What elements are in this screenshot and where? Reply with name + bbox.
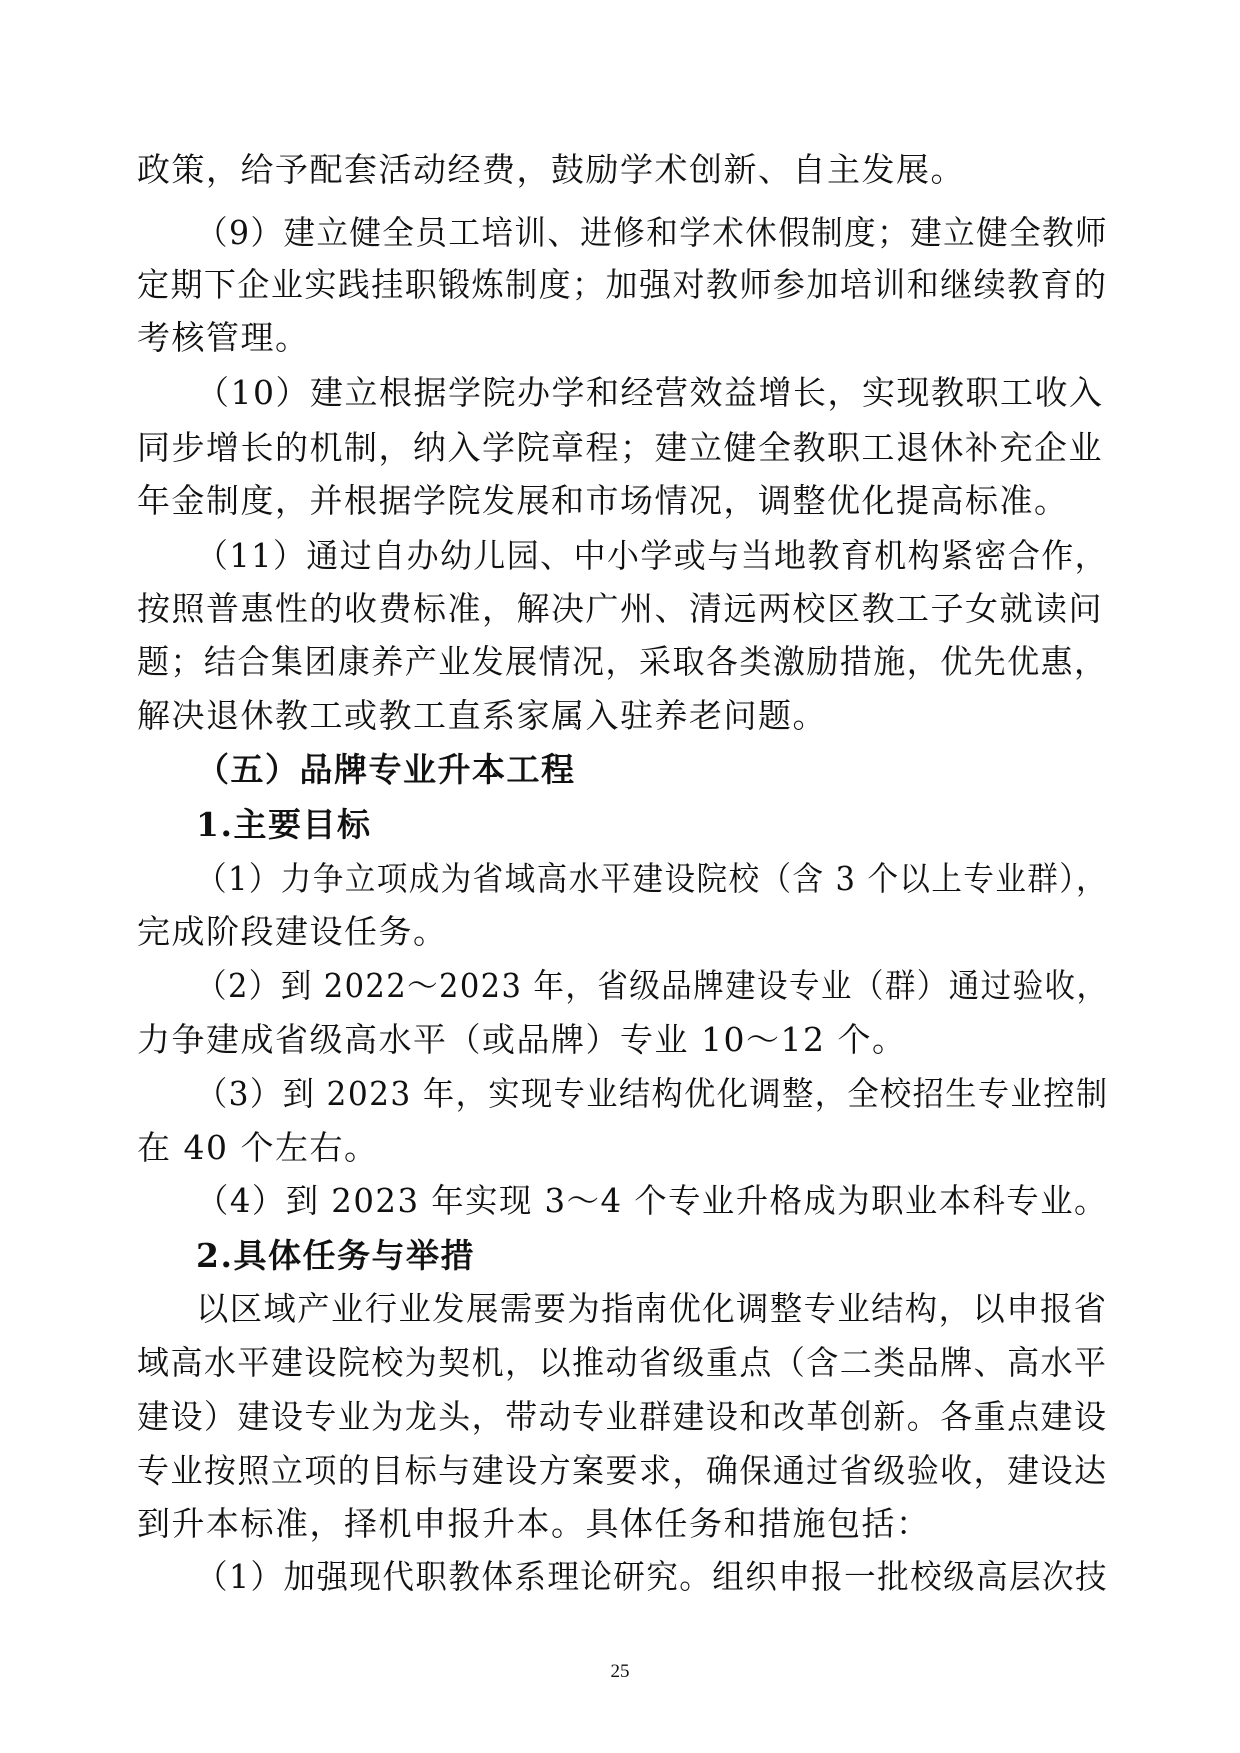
page-number: 25 xyxy=(610,1661,630,1682)
text-line: （1）加强现代职教体系理论研究。组织申报一批校级高层次技 xyxy=(196,1557,1109,1596)
text-line: 年金制度，并根据学院发展和市场情况，调整优化提高标准。 xyxy=(137,481,1069,520)
text-line: 考核管理。 xyxy=(137,318,310,357)
text-line: （3）到 2023 年，实现专业结构优化调整，全校招生专业控制 xyxy=(196,1074,1109,1113)
text-line: 力争建成省级高水平（或品牌）专业 10～12 个。 xyxy=(137,1020,907,1059)
text-line: 建设）建设专业为龙头，带动专业群建设和改革创新。各重点建设 xyxy=(137,1397,1108,1436)
text-line: 政策，给予配套活动经费，鼓励学术创新、自主发展。 xyxy=(137,150,965,189)
text-line: 域高水平建设院校为契机，以推动省级重点（含二类品牌、高水平 xyxy=(137,1343,1108,1382)
text-line: 题；结合集团康养产业发展情况，采取各类激励措施，优先优惠， xyxy=(137,642,1108,681)
text-line: 专业按照立项的目标与建设方案要求，确保通过省级验收，建设达 xyxy=(137,1451,1108,1490)
text-line: （9）建立健全员工培训、进修和学术休假制度；建立健全教师 xyxy=(196,213,1109,252)
text-line: （1）力争立项成为省域高水平建设院校（含 3 个以上专业群）， xyxy=(196,859,1108,898)
text-line: 在 40 个左右。 xyxy=(137,1128,379,1167)
text-line: （4）到 2023 年实现 3～4 个专业升格成为职业本科专业。 xyxy=(196,1181,1108,1220)
subsection-heading: 1.主要目标 xyxy=(196,805,372,844)
text-line: 完成阶段建设任务。 xyxy=(137,912,448,951)
text-line: 到升本标准，择机申报升本。具体任务和措施包括： xyxy=(137,1504,931,1543)
subsection-heading: 2.具体任务与举措 xyxy=(196,1236,475,1275)
text-line: （2）到 2022～2023 年，省级品牌建设专业（群）通过验收， xyxy=(196,966,1109,1005)
section-heading: （五）品牌专业升本工程 xyxy=(196,750,576,789)
text-line: 同步增长的机制，纳入学院章程；建立健全教职工退休补充企业 xyxy=(137,428,1103,467)
text-line: （10）建立根据学院办学和经营效益增长，实现教职工收入 xyxy=(196,373,1104,412)
text-line: 以区域产业行业发展需要为指南优化调整专业结构，以申报省 xyxy=(196,1289,1108,1328)
text-line: （11）通过自办幼儿园、中小学或与当地教育机构紧密合作， xyxy=(196,536,1109,575)
text-line: 解决退休教工或教工直系家属入驻养老问题。 xyxy=(137,696,827,735)
text-line: 按照普惠性的收费标准，解决广州、清远两校区教工子女就读问 xyxy=(137,589,1103,628)
text-line: 定期下企业实践挂职锻炼制度；加强对教师参加培训和继续教育的 xyxy=(137,265,1108,304)
